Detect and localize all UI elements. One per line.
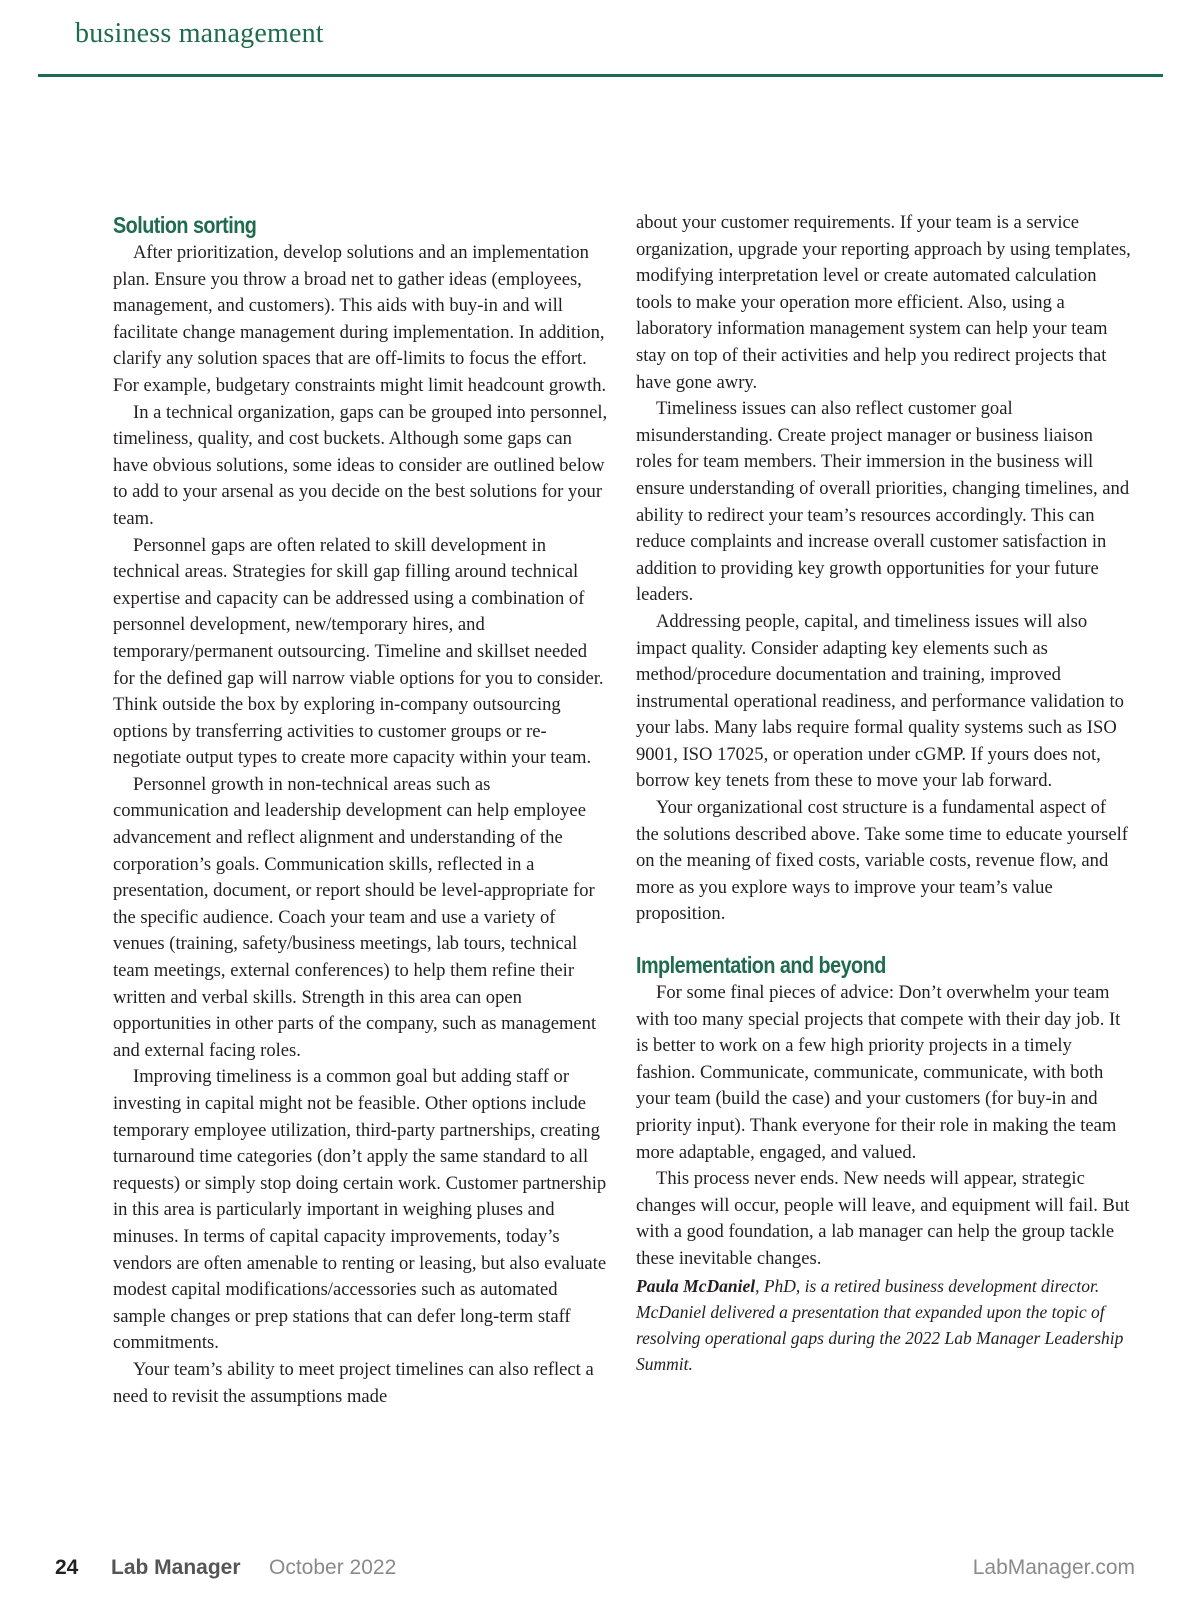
issue-date: October 2022 xyxy=(269,1556,397,1579)
author-bio-text: , PhD, is a retired business development director. McDaniel delivered a presentation that expanded upon the topic of resolving operational gaps during the 2022 Lab Manager Leadership Summit. xyxy=(636,1275,1124,1374)
section-heading-implementation: Implementation and beyond xyxy=(636,952,886,979)
paragraph: Personnel growth in non-technical areas such as communication and leadership development can help employee advancement and reflect alignment and understanding of the corporation’s goals. Communication skills, reflected in a presentation, document, or report should be level-appropriate for the specific audience. Coach your team and use a variety of venues (training, safety/business meetings, lab tours, technical team meetings, external conferences) to help them refine their written and verbal skills. Strength in this area can open opportunities in other parts of the company, such as management and external facing roles. xyxy=(113,773,597,1061)
left-column xyxy=(113,210,610,1410)
paragraph: Your team’s ability to meet project timelines can also reflect a need to revisit the assumptions made xyxy=(113,1358,594,1407)
right-column xyxy=(636,210,1133,1377)
paragraph: For some final pieces of advice: Don’t overwhelm your team with too many special projects that compete with their day job. It is better to work on a few high priority projects in a timely fashion. Communicate, communicate, communicate, with both your team (build the case) and your customers (for buy-in and priority input). Thank everyone for their role in making the team more adaptable, engaged, and valued. xyxy=(636,982,1121,1163)
paragraph: In a technical organization, gaps can be grouped into personnel, timeliness, quality, and cost buckets. Although some gaps can have obvious solutions, some ideas to consider are outlined below to add to your arsenal as you decide on the best solutions for your team. xyxy=(113,401,608,529)
author-bio xyxy=(636,1273,1133,1377)
paragraph: Addressing people, capital, and timeliness issues will also impact quality. Consider adapting key elements such as method/procedure documentation and training, improved instrumental operational readiness, and performance validation to your labs. Many labs require formal quality systems such as ISO 9001, ISO 17025, or operation under cGMP. If yours does not, borrow key tenets from these to move your lab forward. xyxy=(636,610,1124,792)
paragraph-continuation: about your customer requirements. If your team is a service organization, upgrade your reporting approach by using templates, modifying interpretation level or create automated calculation tools to make your operation more efficient. Also, using a laboratory information management system can help your team stay on top of their activities and help you redirect projects that have gone awry. xyxy=(636,212,1131,393)
section-label: business management xyxy=(75,18,324,49)
page-footer xyxy=(55,1556,1135,1586)
header-rule xyxy=(38,74,1163,77)
author-name: Paula McDaniel xyxy=(636,1275,756,1296)
website-url: LabManager.com xyxy=(972,1556,1135,1579)
paragraph: This process never ends. New needs will appear, strategic changes will occur, people will leave, and equipment will fail. But with a good foundation, a lab manager can help the group tackle these inevitable changes. xyxy=(636,1168,1130,1269)
section-heading-solution-sorting: Solution sorting xyxy=(113,212,257,238)
paragraph: Personnel gaps are often related to skill development in technical areas. Strategies for skill gap filling around technical expertise and capacity can be addressed using a combination of personnel development, new/temporary hires, and temporary/permanent outsourcing. Timeline and skillset needed for the defined gap will narrow viable options for you to consider. Think outside the box by exploring in-company outsourcing options by transferring activities to customer groups or re-negotiate output types to create more capacity within your team. xyxy=(113,534,604,769)
paragraph: Your organizational cost structure is a fundamental aspect of the solutions described above. Take some time to educate yourself on the meaning of fixed costs, variable costs, revenue flow, and more as you explore ways to improve your team’s value proposition. xyxy=(636,797,1128,925)
paragraph: Timeliness issues can also reflect customer goal misunderstanding. Create project manager or business liaison roles for team members. Their immersion in the business will ensure understanding of overall priorities, changing timelines, and ability to redirect your team’s resources accordingly. This can reduce complaints and increase overall customer satisfaction in addition to providing key growth opportunities for your future leaders. xyxy=(636,398,1130,606)
paragraph: After prioritization, develop solutions and an implementation plan. Ensure you throw a broad net to gather ideas (employees, management, and customers). This aids with buy-in and will facilitate change management during implementation. In addition, clarify any solution spaces that are off-limits to focus the effort. For example, budgetary constraints might limit headcount growth. xyxy=(113,242,607,396)
magazine-title: Lab Manager xyxy=(111,1556,241,1579)
paragraph: Improving timeliness is a common goal but adding staff or investing in capital might not be feasible. Other options include temporary employee utilization, third-party partnerships, creating turnaround time categories (don’t apply the same standard to all requests) or simply stop doing certain work. Customer partnership in this area is particularly important in weighing pluses and minuses. In terms of capital capacity improvements, today’s vendors are often amenable to renting or leasing, but also evaluate modest capital modifications/accessories such as automated sample changes or prep stations that can defer long-term staff commitments. xyxy=(113,1066,607,1354)
page-number: 24 xyxy=(55,1556,79,1579)
